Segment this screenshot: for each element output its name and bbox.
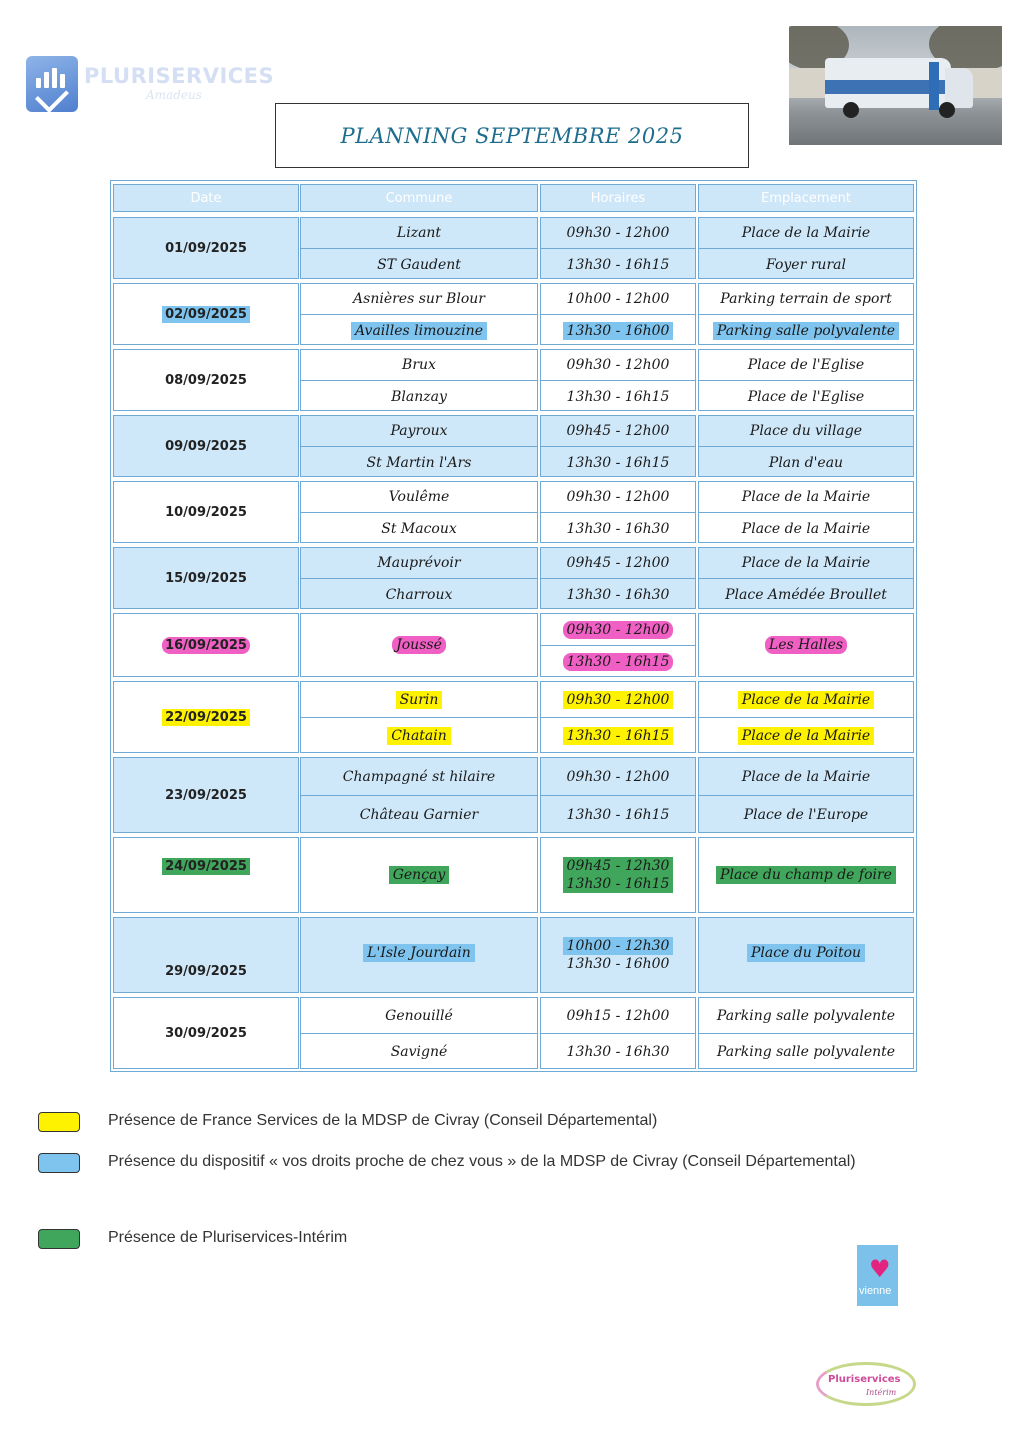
table-row xyxy=(111,477,916,543)
commune-cell: Brux Blanzay xyxy=(300,349,538,411)
time-cell: 09h30 - 12h00 13h30 - 16h15 xyxy=(540,349,696,411)
time-cell: 09h45 - 12h00 13h30 - 16h15 xyxy=(540,415,696,477)
time-cell: 09h15 - 12h00 13h30 - 16h30 xyxy=(540,997,696,1069)
page-title-box xyxy=(275,103,749,168)
interim-logo-sub: Intérim xyxy=(866,1388,897,1397)
schedule-table xyxy=(110,180,917,1072)
time-cell: 09h30 - 12h00 13h30 - 16h15 xyxy=(540,217,696,279)
yellow-swatch xyxy=(38,1112,80,1132)
header-commune: Commune xyxy=(300,184,538,212)
time-cell: 09h30 - 12h00 13h30 - 16h30 xyxy=(540,481,696,543)
green-swatch xyxy=(38,1229,80,1249)
date-cell: 22/09/2025 xyxy=(113,681,299,753)
table-row xyxy=(111,753,916,833)
date-cell: 29/09/2025 xyxy=(113,917,299,993)
commune-cell: Lizant ST Gaudent xyxy=(300,217,538,279)
date-cell: 30/09/2025 xyxy=(113,997,299,1069)
table-row xyxy=(111,279,916,345)
table-row xyxy=(111,833,916,913)
commune-cell: Champagné st hilaire Château Garnier xyxy=(300,757,538,833)
interim-logo-name: Pluriservices xyxy=(828,1374,901,1385)
time-cell: 09h45 - 12h30 13h30 - 16h15 xyxy=(540,837,696,913)
table-row xyxy=(111,411,916,477)
place-cell: Place du Poitou xyxy=(698,917,914,993)
van-photo xyxy=(789,26,1002,145)
legend-text: Présence du dispositif « vos droits proche de chez vous » de la MDSP de Civray (Conseil Départemental) xyxy=(108,1153,856,1170)
place-cell: Place du village Plan d'eau xyxy=(698,415,914,477)
logo-subtitle: Amadeus xyxy=(146,88,202,102)
header-emplacement: Emplacement xyxy=(698,184,914,212)
time-cell: 09h30 - 12h00 13h30 - 16h15 xyxy=(540,613,696,677)
table-row xyxy=(111,993,916,1069)
date-cell: 09/09/2025 xyxy=(113,415,299,477)
date-cell: 15/09/2025 xyxy=(113,547,299,609)
time-cell: 09h45 - 12h00 13h30 - 16h30 xyxy=(540,547,696,609)
place-cell: Place du champ de foire xyxy=(698,837,914,913)
table-row xyxy=(111,345,916,411)
pluriservices-logo xyxy=(26,56,275,116)
vienne-label: vienne xyxy=(859,1285,892,1297)
legend-text: Présence de France Services de la MDSP de Civray (Conseil Départemental) xyxy=(108,1112,658,1129)
time-cell: 10h00 - 12h00 13h30 - 16h00 xyxy=(540,283,696,345)
time-cell: 10h00 - 12h30 13h30 - 16h00 xyxy=(540,917,696,993)
logo-mark-icon xyxy=(26,56,78,112)
date-cell: 08/09/2025 xyxy=(113,349,299,411)
table-row xyxy=(111,677,916,753)
blue-swatch xyxy=(38,1153,80,1173)
place-cell: Place de la Mairie Place de l'Europe xyxy=(698,757,914,833)
date-cell: 24/09/2025 xyxy=(113,837,299,913)
page-title: PLANNING SEPTEMBRE 2025 xyxy=(340,123,684,148)
date-cell: 10/09/2025 xyxy=(113,481,299,543)
commune-cell: Gençay xyxy=(300,837,538,913)
date-cell: 16/09/2025 xyxy=(113,613,299,677)
time-cell: 09h30 - 12h00 13h30 - 16h15 xyxy=(540,757,696,833)
date-cell: 01/09/2025 xyxy=(113,217,299,279)
logo-name: PLURISERVICES xyxy=(84,64,275,88)
table-row xyxy=(111,543,916,609)
legend-text: Présence de Pluriservices-Intérim xyxy=(108,1229,348,1246)
place-cell: Parking salle polyvalente Parking salle polyvalente xyxy=(698,997,914,1069)
place-cell: Place de la Mairie Place Amédée Broullet xyxy=(698,547,914,609)
commune-cell: Joussé xyxy=(300,613,538,677)
table-header xyxy=(111,181,916,215)
commune-cell: Payroux St Martin l'Ars xyxy=(300,415,538,477)
commune-cell: Voulême St Macoux xyxy=(300,481,538,543)
table-row xyxy=(111,609,916,677)
place-cell: Place de la Mairie Place de la Mairie xyxy=(698,481,914,543)
commune-cell: Surin Chatain xyxy=(300,681,538,753)
commune-cell: Genouillé Savigné xyxy=(300,997,538,1069)
heart-icon: ♥ xyxy=(869,1255,891,1283)
date-cell: 23/09/2025 xyxy=(113,757,299,833)
commune-cell: Asnières sur Blour Availles limouzine xyxy=(300,283,538,345)
place-cell: Place de l'Eglise Place de l'Eglise xyxy=(698,349,914,411)
date-cell: 02/09/2025 xyxy=(113,283,299,345)
header-horaires: Horaires xyxy=(540,184,696,212)
table-row xyxy=(111,213,916,279)
commune-cell: Mauprévoir Charroux xyxy=(300,547,538,609)
place-cell: Parking terrain de sport Parking salle polyvalente xyxy=(698,283,914,345)
pluriservices-interim-logo xyxy=(812,1356,922,1412)
time-cell: 09h30 - 12h00 13h30 - 16h15 xyxy=(540,681,696,753)
commune-cell: L'Isle Jourdain xyxy=(300,917,538,993)
vienne-logo xyxy=(857,1245,898,1306)
place-cell: Place de la Mairie Foyer rural xyxy=(698,217,914,279)
place-cell: Place de la Mairie Place de la Mairie xyxy=(698,681,914,753)
place-cell: Les Halles xyxy=(698,613,914,677)
table-row xyxy=(111,913,916,993)
header-date: Date xyxy=(113,184,299,212)
